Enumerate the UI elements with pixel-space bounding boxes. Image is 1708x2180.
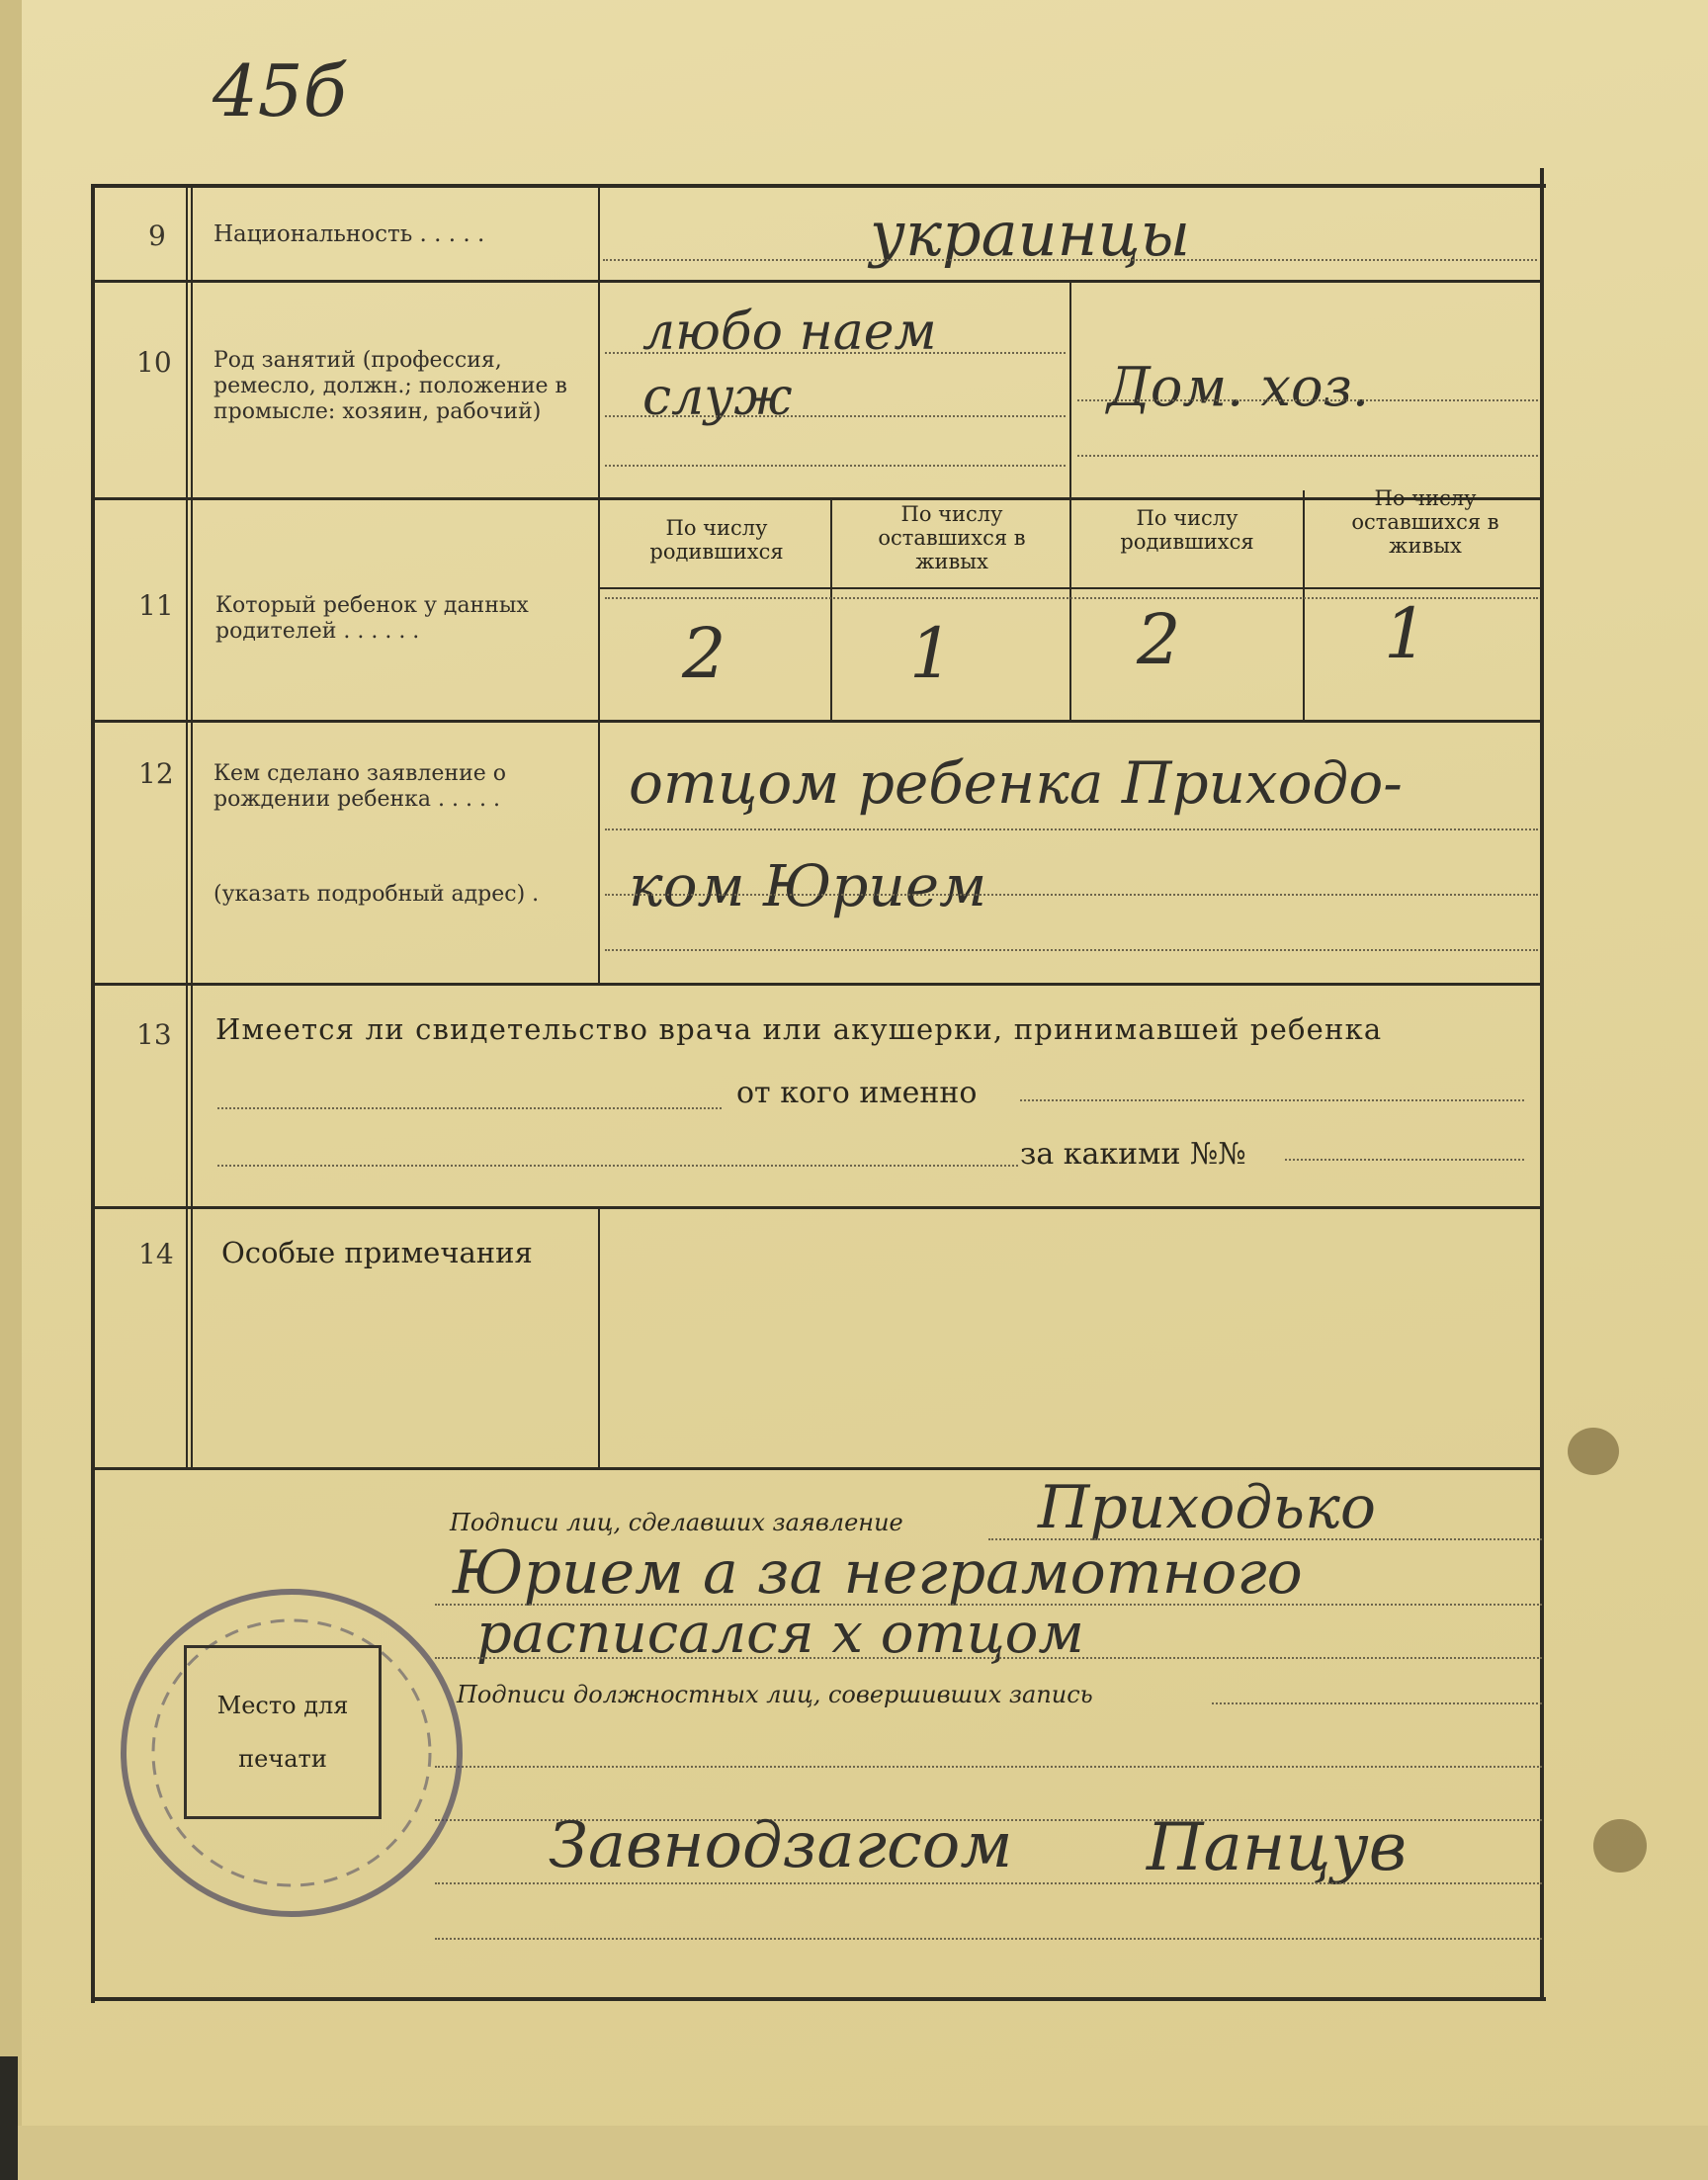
row9-number: 9: [148, 219, 166, 252]
stamp-box-line1: Место для: [216, 1692, 349, 1719]
row11-value-4: 1: [1384, 593, 1428, 674]
row10-dot-4: [1077, 399, 1538, 401]
row14-number: 14: [138, 1238, 174, 1270]
row10-dot-2: [605, 415, 1066, 417]
stamp-box-line2: печати: [238, 1745, 327, 1773]
row10-dot-5: [1077, 455, 1538, 457]
row-sep-11: [91, 720, 1544, 723]
official-signature: Панцув: [1147, 1809, 1408, 1885]
applicants-label: Подписи лиц, сделавших заявление: [450, 1509, 903, 1536]
row9-dotline: [603, 259, 1537, 261]
row11-header-3: По числу родившихся: [1120, 506, 1254, 554]
num-col-line: [186, 184, 188, 1469]
sig-dot-7: [435, 1882, 1542, 1884]
sig-dot-4: [1212, 1702, 1542, 1704]
sig-dot-8: [435, 1938, 1542, 1940]
row11-col-sep-1: [830, 500, 832, 720]
row12-value-line2: ком Юрием: [629, 852, 987, 919]
row11-header-2: По числу оставшихся в живых: [878, 502, 1026, 573]
row11-header-line: [600, 587, 1543, 589]
label-col-line-14: [598, 1208, 600, 1467]
row13-dot-2: [1020, 1099, 1524, 1101]
row13-dot-3: [217, 1165, 1018, 1167]
row13-dot-1: [217, 1107, 722, 1109]
officials-label: Подписи должностных лиц, совершивших запись: [457, 1681, 1093, 1708]
paper-edge-left: [0, 0, 22, 2180]
official-title: Завнодзагсом: [549, 1809, 1013, 1882]
row11-value-3: 2: [1137, 599, 1181, 680]
row11-value-1: 2: [682, 613, 726, 694]
table-right-border: [1540, 168, 1544, 1999]
page-number: 45б: [213, 49, 347, 132]
row10-col-sep: [1069, 280, 1071, 497]
row12-address-label: (указать подробный адрес) .: [214, 882, 540, 907]
row12-dot-1: [605, 828, 1538, 830]
row11-col-sep-3: [1303, 490, 1305, 720]
row10-dot-1: [605, 352, 1066, 354]
row12-dot-3: [605, 949, 1538, 951]
row11-value-2: 1: [909, 613, 954, 694]
paper-hole-2: [1593, 1819, 1647, 1873]
row10-number: 10: [136, 346, 172, 379]
sig-dot-3: [435, 1657, 1542, 1659]
table-top-border: [91, 184, 1546, 188]
row13-text: Имеется ли свидетельство врача или акушерки, принимавшей ребенка: [215, 1012, 1383, 1046]
row11-header-1: По числу родившихся: [649, 516, 784, 564]
row-sep-9: [91, 280, 1544, 283]
applicant-line1: Приходько: [1038, 1473, 1376, 1542]
row-sep-14: [91, 1467, 1544, 1470]
row13-numbers: за какими №№: [1020, 1137, 1246, 1172]
row10-father-line2: служ: [642, 368, 793, 427]
row14-label: Особые примечания: [221, 1236, 533, 1269]
row11-label: Который ребенок у данных родителей . . . . . .: [215, 593, 529, 644]
applicant-line2: Юрием а за неграмотного: [453, 1538, 1303, 1608]
table-left-border: [91, 184, 95, 2003]
applicant-line3: расписался х отцом: [476, 1602, 1084, 1666]
row10-dot-3: [605, 465, 1066, 467]
row12-dot-2: [605, 894, 1538, 896]
row11-dotline: [605, 597, 1538, 599]
row12-number: 12: [138, 757, 174, 790]
row10-father-line1: любо наем: [642, 303, 937, 362]
row9-value: украинцы: [870, 198, 1191, 270]
row11-number: 11: [138, 589, 174, 622]
row13-dot-4: [1285, 1159, 1524, 1161]
label-col-line: [598, 184, 600, 985]
row12-value-line1: отцом ребенка Приходо-: [629, 749, 1403, 817]
row11-header-4: По числу оставшихся в живых: [1351, 486, 1499, 558]
num-col-line-2: [191, 184, 193, 1469]
table-bottom-border: [91, 1997, 1546, 2001]
row10-mother-value: Дом. хоз.: [1107, 356, 1370, 418]
stamp-box: [184, 1645, 382, 1819]
row9-label: Национальность . . . . .: [214, 221, 485, 247]
row10-label: Род занятий (профессия, ремесло, должн.; положение в промысле: хозяин, рабочий): [214, 348, 567, 424]
background-corner: [0, 2056, 18, 2180]
paper-hole-1: [1568, 1428, 1619, 1475]
row13-from-whom: от кого именно: [736, 1076, 978, 1110]
row12-label: Кем сделано заявление о рождении ребенка . . . . .: [214, 761, 506, 812]
row13-number: 13: [136, 1018, 172, 1051]
paper-edge-bottom: [0, 2126, 1708, 2180]
row-sep-12: [91, 983, 1544, 986]
row-sep-13: [91, 1206, 1544, 1209]
row11-col-sep-2: [1069, 500, 1071, 720]
sig-dot-5: [435, 1766, 1542, 1768]
